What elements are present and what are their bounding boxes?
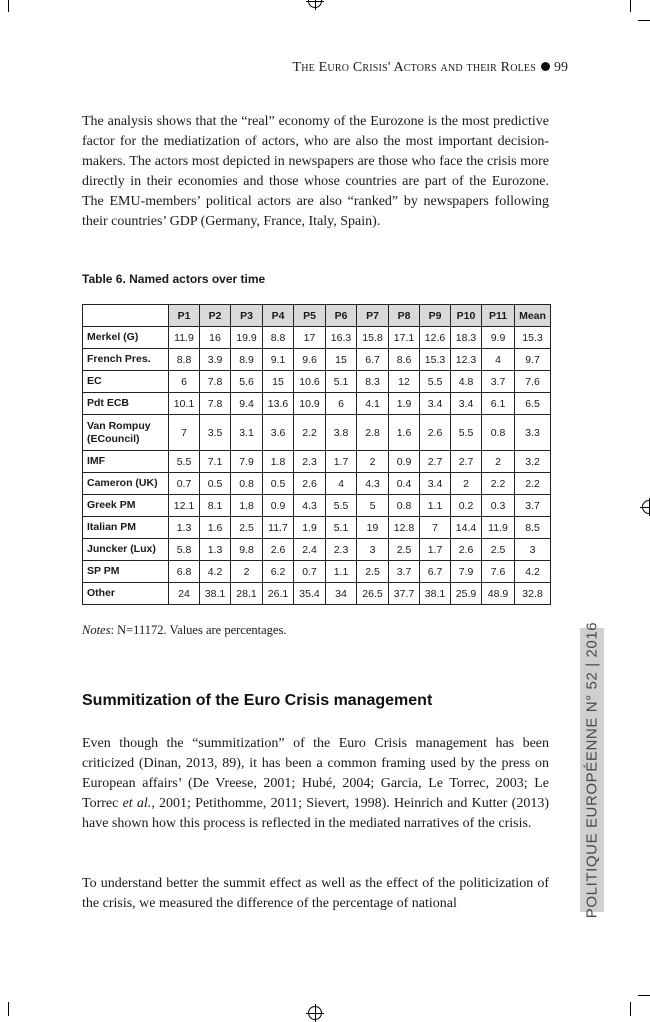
paragraph-summitization-part-b: , 2001; Petithomme, 2011; Sievert, 1998). Heinrich and Kutter (2013) have shown how this process is reflected in the mediated narratives of the crisis. xyxy=(82,796,549,831)
table-cell: 7.9 xyxy=(451,561,482,583)
table-cell: 15.3 xyxy=(420,349,451,371)
table-cell: 19.9 xyxy=(231,327,263,349)
table-cell: 12 xyxy=(389,371,420,393)
running-head xyxy=(293,60,569,76)
table-cell: 5.5 xyxy=(169,451,200,473)
table-header-p1: P1 xyxy=(169,305,200,327)
table-header-p6: P6 xyxy=(326,305,357,327)
table-notes xyxy=(82,623,286,638)
table-cell: 25.9 xyxy=(451,583,482,605)
table-row xyxy=(83,495,551,517)
table-cell: 7.8 xyxy=(200,371,231,393)
table-cell: 15.3 xyxy=(515,327,551,349)
table-cell: 0.9 xyxy=(263,495,294,517)
crop-mark-top-right xyxy=(630,0,631,12)
table-cell: 3.2 xyxy=(515,451,551,473)
table-cell: 4.2 xyxy=(200,561,231,583)
table-cell: 4 xyxy=(482,349,515,371)
crop-mark-top-left xyxy=(8,0,9,12)
table-cell: 2.5 xyxy=(389,539,420,561)
table-header-row xyxy=(83,305,551,327)
table-header-corner xyxy=(83,305,169,327)
table-cell: 2.5 xyxy=(231,517,263,539)
table-row-label: French Pres. xyxy=(83,349,169,371)
table-cell: 9.9 xyxy=(482,327,515,349)
table-cell: 2.8 xyxy=(357,415,389,451)
crop-mark-top-right-h xyxy=(638,20,650,21)
table-cell: 8.1 xyxy=(200,495,231,517)
table-cell: 9.4 xyxy=(231,393,263,415)
table-row xyxy=(83,517,551,539)
table-row-label: Juncker (Lux) xyxy=(83,539,169,561)
table-cell: 14.4 xyxy=(451,517,482,539)
table-cell: 5.8 xyxy=(169,539,200,561)
table-row-label: SP PM xyxy=(83,561,169,583)
table-cell: 3.8 xyxy=(326,415,357,451)
table-cell: 15.8 xyxy=(357,327,389,349)
table-cell: 10.6 xyxy=(294,371,326,393)
table-cell: 8.6 xyxy=(389,349,420,371)
table-header-p8: P8 xyxy=(389,305,420,327)
table-cell: 10.9 xyxy=(294,393,326,415)
table-cell: 9.7 xyxy=(515,349,551,371)
table-cell: 4.2 xyxy=(515,561,551,583)
crop-mark-bottom-left xyxy=(8,1002,9,1016)
crop-mark-bottom-right xyxy=(630,1002,631,1016)
table-cell: 5 xyxy=(357,495,389,517)
journal-side-label xyxy=(580,621,604,919)
table-cell: 7.6 xyxy=(482,561,515,583)
table-row-label: EC xyxy=(83,371,169,393)
table-cell: 0.5 xyxy=(263,473,294,495)
registration-mark-bottom xyxy=(308,1006,322,1020)
table-cell: 4.3 xyxy=(357,473,389,495)
table-cell: 0.7 xyxy=(294,561,326,583)
table-cell: 6 xyxy=(326,393,357,415)
table-cell: 6.1 xyxy=(482,393,515,415)
table-row-label: Italian PM xyxy=(83,517,169,539)
table-cell: 0.7 xyxy=(169,473,200,495)
paragraph-analysis: The analysis shows that the “real” economy of the Eurozone is the most predictive factor for the mediatization of actors, who are also the most important decision-makers. The actors most depicted in newspapers are those who face the crisis more directly in their economies and those whose countries are part of the Eurozone. The EMU-members’ political actors are also “ranked” by newspapers following their countries’ GDP (Germany, France, Italy, Spain). xyxy=(82,114,549,229)
table-cell: 8.8 xyxy=(169,349,200,371)
table-cell: 0.3 xyxy=(482,495,515,517)
table-row-label: Merkel (G) xyxy=(83,327,169,349)
table-row-label: IMF xyxy=(83,451,169,473)
table-cell: 9.1 xyxy=(263,349,294,371)
table-cell: 5.5 xyxy=(420,371,451,393)
table-cell: 2.2 xyxy=(294,415,326,451)
paragraph-summitization-part-a: Even though the “summitization” of the Euro Crisis management has been criticized (Dinan, 2013, 89), it has been a common framing used by the press on European affairs’ (De Vreese, 2001; Hubé, 2004; Garcia, Le Torrec, 2003; Le Torrec xyxy=(82,736,549,811)
table-row-label: Cameron (UK) xyxy=(83,473,169,495)
table-cell: 4.8 xyxy=(451,371,482,393)
table-row-label: Van Rompuy (ECouncil) xyxy=(83,415,169,451)
paragraph-summitization xyxy=(82,734,549,834)
table-cell: 5.1 xyxy=(326,517,357,539)
table-cell: 8.9 xyxy=(231,349,263,371)
table-cell: 16.3 xyxy=(326,327,357,349)
table-cell: 8.3 xyxy=(357,371,389,393)
table-cell: 6.5 xyxy=(515,393,551,415)
table-cell: 10.1 xyxy=(169,393,200,415)
table-cell: 0.9 xyxy=(389,451,420,473)
table-cell: 5.5 xyxy=(451,415,482,451)
table-cell: 26.1 xyxy=(263,583,294,605)
table-cell: 5.1 xyxy=(326,371,357,393)
named-actors-table xyxy=(82,304,551,605)
table-cell: 2.2 xyxy=(515,473,551,495)
table-cell: 16 xyxy=(200,327,231,349)
table-cell: 6 xyxy=(169,371,200,393)
table-row-label: Greek PM xyxy=(83,495,169,517)
table-cell: 35.4 xyxy=(294,583,326,605)
table-header-p3: P3 xyxy=(231,305,263,327)
table-cell: 0.8 xyxy=(389,495,420,517)
table-row xyxy=(83,415,551,451)
running-head-title: The Euro Crisis' Actors and their Roles xyxy=(292,60,536,75)
table-cell: 2.5 xyxy=(482,539,515,561)
table-cell: 7.8 xyxy=(200,393,231,415)
table-cell: 48.9 xyxy=(482,583,515,605)
table-cell: 3.3 xyxy=(515,415,551,451)
table-caption: Table 6. Named actors over time xyxy=(82,272,266,286)
table-cell: 0.8 xyxy=(231,473,263,495)
notes-text: : N=11172. Values are percentages. xyxy=(110,623,287,637)
table-cell: 1.8 xyxy=(263,451,294,473)
table-cell: 2.4 xyxy=(294,539,326,561)
table-cell: 2 xyxy=(482,451,515,473)
table-cell: 24 xyxy=(169,583,200,605)
table-row-label: Pdt ECB xyxy=(83,393,169,415)
table-cell: 8.5 xyxy=(515,517,551,539)
table-cell: 6.7 xyxy=(420,561,451,583)
table-cell: 34 xyxy=(326,583,357,605)
table-cell: 5.5 xyxy=(326,495,357,517)
table-row xyxy=(83,451,551,473)
table-cell: 3 xyxy=(515,539,551,561)
table-row-label: Other xyxy=(83,583,169,605)
table-cell: 1.3 xyxy=(200,539,231,561)
table-cell: 2.7 xyxy=(420,451,451,473)
table-cell: 2.6 xyxy=(294,473,326,495)
table-header-p11: P11 xyxy=(482,305,515,327)
table-cell: 7 xyxy=(169,415,200,451)
table-cell: 38.1 xyxy=(420,583,451,605)
page-number: 99 xyxy=(554,60,568,75)
table-cell: 37.7 xyxy=(389,583,420,605)
table-cell: 26.5 xyxy=(357,583,389,605)
table-cell: 7.6 xyxy=(515,371,551,393)
table-cell: 3.6 xyxy=(263,415,294,451)
paragraph-summit-effect: To understand better the summit effect as well as the effect of the politicization of the crisis, we measured the difference of the percentage of national xyxy=(82,876,549,911)
table-header-mean: Mean xyxy=(515,305,551,327)
table-cell: 2.3 xyxy=(294,451,326,473)
table-row xyxy=(83,561,551,583)
table-cell: 12.3 xyxy=(451,349,482,371)
table-cell: 3.9 xyxy=(200,349,231,371)
table-cell: 1.9 xyxy=(294,517,326,539)
table-cell: 15 xyxy=(326,349,357,371)
table-cell: 1.7 xyxy=(420,539,451,561)
table-cell: 13.6 xyxy=(263,393,294,415)
table-cell: 1.8 xyxy=(231,495,263,517)
table-cell: 3.7 xyxy=(482,371,515,393)
table-cell: 15 xyxy=(263,371,294,393)
table-cell: 6.2 xyxy=(263,561,294,583)
table-cell: 3.4 xyxy=(420,393,451,415)
table-cell: 1.6 xyxy=(200,517,231,539)
table-cell: 2 xyxy=(231,561,263,583)
table-cell: 4.3 xyxy=(294,495,326,517)
table-cell: 9.6 xyxy=(294,349,326,371)
table-cell: 7.9 xyxy=(231,451,263,473)
table-header-p4: P4 xyxy=(263,305,294,327)
table-cell: 8.8 xyxy=(263,327,294,349)
table-header-p2: P2 xyxy=(200,305,231,327)
table-cell: 11.9 xyxy=(169,327,200,349)
table-cell: 3.1 xyxy=(231,415,263,451)
table-row xyxy=(83,583,551,605)
table-cell: 19 xyxy=(357,517,389,539)
table-cell: 3.4 xyxy=(420,473,451,495)
table-cell: 17 xyxy=(294,327,326,349)
table-cell: 2.7 xyxy=(451,451,482,473)
table-cell: 2.6 xyxy=(451,539,482,561)
table-row xyxy=(83,473,551,495)
table-cell: 4 xyxy=(326,473,357,495)
table-cell: 11.9 xyxy=(482,517,515,539)
table-cell: 0.5 xyxy=(200,473,231,495)
table-row xyxy=(83,371,551,393)
notes-label: Notes xyxy=(82,623,111,637)
table-cell: 1.6 xyxy=(389,415,420,451)
section-heading: Summitization of the Euro Crisis management xyxy=(82,692,433,709)
table-cell: 38.1 xyxy=(200,583,231,605)
table-cell: 1.1 xyxy=(326,561,357,583)
et-al: et al. xyxy=(122,796,152,811)
table-cell: 1.3 xyxy=(169,517,200,539)
table-cell: 2.5 xyxy=(357,561,389,583)
table-row xyxy=(83,327,551,349)
table-cell: 6.7 xyxy=(357,349,389,371)
table-cell: 0.2 xyxy=(451,495,482,517)
table-cell: 32.8 xyxy=(515,583,551,605)
table-row xyxy=(83,393,551,415)
table-cell: 2.2 xyxy=(482,473,515,495)
table-cell: 0.4 xyxy=(389,473,420,495)
table-cell: 6.8 xyxy=(169,561,200,583)
table-header-p10: P10 xyxy=(451,305,482,327)
bullet-icon xyxy=(541,62,550,71)
table-cell: 4.1 xyxy=(357,393,389,415)
registration-mark-right xyxy=(642,500,650,514)
table-cell: 2 xyxy=(451,473,482,495)
table-cell: 7.1 xyxy=(200,451,231,473)
table-cell: 12.1 xyxy=(169,495,200,517)
table-cell: 11.7 xyxy=(263,517,294,539)
table-cell: 1.7 xyxy=(326,451,357,473)
crop-mark-bottom-right-h xyxy=(638,995,650,996)
table-cell: 3.7 xyxy=(515,495,551,517)
table-cell: 3.5 xyxy=(200,415,231,451)
registration-mark-top xyxy=(308,0,322,8)
journal-side-label-text: POLITIQUE EUROPÉENNE N° 52 | 2016 xyxy=(583,621,601,919)
table-row xyxy=(83,539,551,561)
table-cell: 1.1 xyxy=(420,495,451,517)
table-cell: 12.6 xyxy=(420,327,451,349)
table-cell: 2.6 xyxy=(420,415,451,451)
table-cell: 17.1 xyxy=(389,327,420,349)
table-cell: 3 xyxy=(357,539,389,561)
table-header-p9: P9 xyxy=(420,305,451,327)
table-cell: 3.7 xyxy=(389,561,420,583)
table-cell: 2.6 xyxy=(263,539,294,561)
table-cell: 0.8 xyxy=(482,415,515,451)
table-row xyxy=(83,349,551,371)
table-cell: 18.3 xyxy=(451,327,482,349)
table-header-p7: P7 xyxy=(357,305,389,327)
table-header-p5: P5 xyxy=(294,305,326,327)
table-cell: 2.3 xyxy=(326,539,357,561)
table-cell: 5.6 xyxy=(231,371,263,393)
table-cell: 1.9 xyxy=(389,393,420,415)
table-cell: 9.8 xyxy=(231,539,263,561)
table-cell: 28.1 xyxy=(231,583,263,605)
table-cell: 3.4 xyxy=(451,393,482,415)
table-cell: 7 xyxy=(420,517,451,539)
table-cell: 2 xyxy=(357,451,389,473)
table-cell: 12.8 xyxy=(389,517,420,539)
